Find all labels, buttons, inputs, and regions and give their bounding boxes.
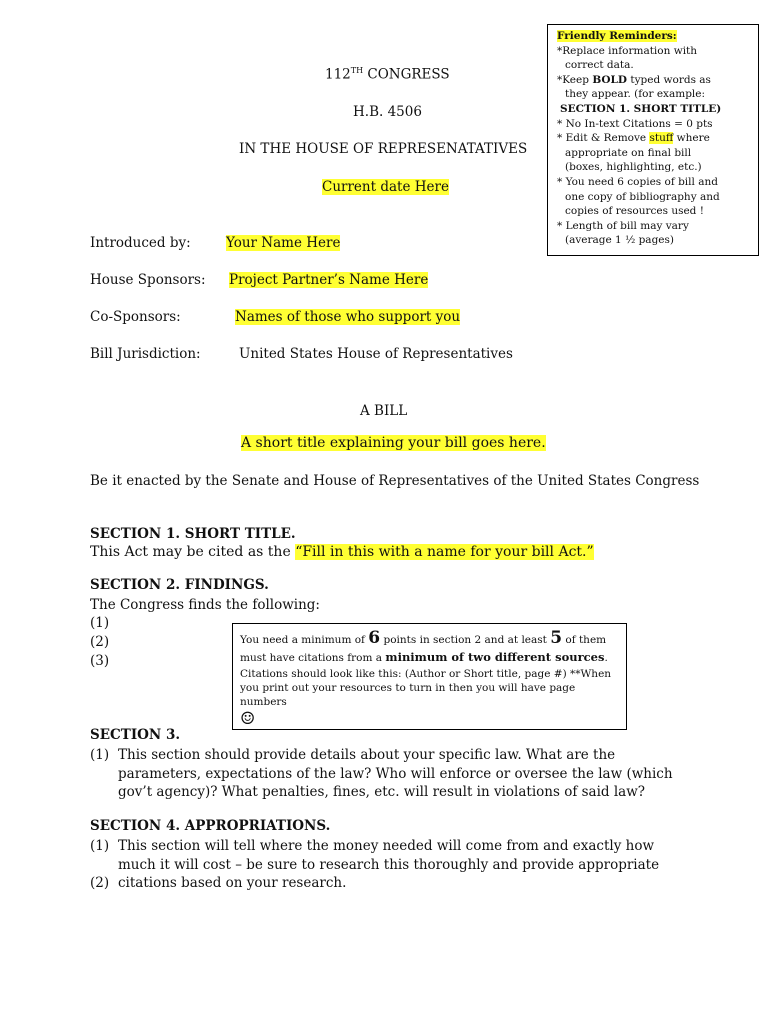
reminder-line: * Length of bill may vary	[557, 219, 689, 232]
reminder-line: correct data.	[565, 59, 634, 72]
citebox-line: You need a minimum of 6 points in section 2 and at least 5 of them	[240, 628, 607, 648]
reminder-line: *Keep BOLD typed words as	[557, 73, 711, 86]
reminder-line: appropriate on final bill	[565, 146, 692, 159]
finding-item: (2)	[90, 634, 110, 650]
reminder-line: SECTION 1. SHORT TITLE)	[560, 102, 722, 115]
a-bill-heading: A BILL	[360, 403, 408, 419]
reminder-line: one copy of bibliography and	[565, 190, 720, 203]
current-date: Current date Here	[322, 179, 449, 195]
section2-intro: The Congress finds the following:	[90, 597, 320, 613]
section1-text: This Act may be cited as the “Fill in this with a name for your bill Act.”	[90, 544, 594, 560]
citation-note-box	[232, 623, 627, 730]
reminder-line: * Edit & Remove stuff where	[557, 132, 710, 145]
reminder-line: (average 1 ½ pages)	[565, 234, 674, 247]
reminder-line: they appear. (for example:	[565, 88, 706, 101]
jurisdiction-value: United States House of Representatives	[239, 346, 513, 362]
jurisdiction-label: Bill Jurisdiction:	[90, 346, 201, 362]
bill-number: H.B. 4506	[353, 104, 422, 120]
introduced-by-label: Introduced by:	[90, 235, 191, 251]
co-sponsors-value: Names of those who support you	[235, 309, 461, 325]
house-heading: IN THE HOUSE OF REPRESENATATIVES	[239, 141, 528, 157]
enacting-clause: Be it enacted by the Senate and House of Representatives of the United States Congress	[90, 473, 700, 489]
section3-heading: SECTION 3.	[90, 727, 181, 743]
citebox-line: must have citations from a minimum of two different sources.	[240, 650, 608, 664]
citebox-line: Citations should look like this: (Author or Short title, page #) **When	[240, 668, 612, 680]
section4-heading: SECTION 4. APPROPRIATIONS.	[90, 818, 331, 834]
reminder-line: * You need 6 copies of bill and	[557, 175, 718, 188]
introduced-by-value: Your Name Here	[226, 235, 341, 251]
congress-line: 112TH CONGRESS	[325, 66, 450, 83]
reminders-title: Friendly Reminders:	[557, 30, 677, 42]
co-sponsors-label: Co-Sponsors:	[90, 309, 181, 325]
section1-heading: SECTION 1. SHORT TITLE.	[90, 526, 296, 542]
house-sponsors-value: Project Partner’s Name Here	[229, 272, 429, 288]
short-title-placeholder: A short title explaining your bill goes here.	[241, 435, 546, 451]
reminder-line: copies of resources used !	[565, 205, 704, 218]
reminder-line: *Replace information with	[557, 44, 698, 57]
smiley-icon: ☺	[240, 709, 256, 729]
section3-body: (1) This section should provide details about your specific law. What are the parameters, expectations of the law? Who will enforce or oversee the law (which gov’t agency)? What penalties, fines, etc. will result in violations of said law?	[90, 747, 673, 800]
finding-item: (1)	[90, 615, 110, 631]
friendly-reminders-box	[547, 24, 759, 256]
section4-body: (1) This section will tell where the money needed will come from and exactly how much it will cost – be sure to research this thoroughly and provide appropriate (2) citations based on your research.	[90, 838, 660, 891]
citebox-line: you print out your resources to turn in then you will have page numbers	[240, 682, 576, 708]
finding-item: (3)	[90, 653, 110, 669]
reminder-line: * No In-text Citations = 0 pts	[557, 117, 713, 130]
reminder-line: (boxes, highlighting, etc.)	[565, 161, 702, 174]
house-sponsors-label: House Sponsors:	[90, 272, 206, 288]
section2-heading: SECTION 2. FINDINGS.	[90, 577, 269, 593]
